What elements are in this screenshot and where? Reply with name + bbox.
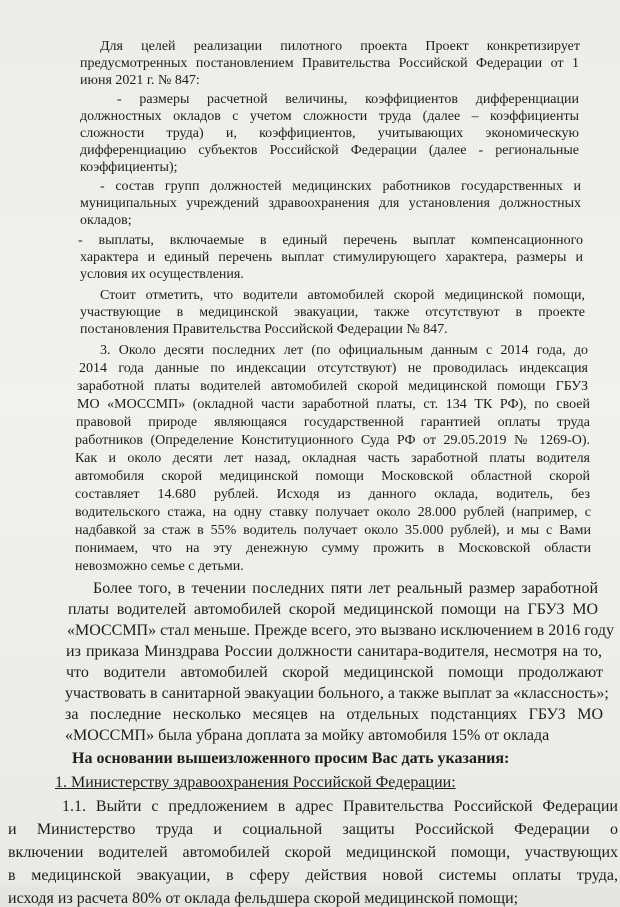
bullet-2-line: - состав групп должностей медицинских работников государственных и xyxy=(100,179,581,194)
bullet-1-line: должностных окладов с учетом сложности труда (далее – коэффициенты xyxy=(80,109,579,124)
paragraph-1-line: июня 2021 г. № 847: xyxy=(80,73,200,88)
bullet-3-line: условия их осуществления. xyxy=(80,267,244,282)
item-1-1-line: и Министерство труда и социальной защиты Российской Федерации о xyxy=(8,821,618,838)
paragraph-1-line: предусмотренных постановлением Правительства Российской Федерации от 1 xyxy=(80,56,579,71)
paragraph-3-line: 2014 года данные по индексации отсутствуют) не проводилась индексация xyxy=(79,361,588,376)
paragraph-3-line: Как и около десяти лет назад, окладная часть заработной платы водителя xyxy=(75,451,590,466)
paragraph-3-line: понимаем, что на эту денежную сумму прожить в Московской области xyxy=(75,541,591,556)
paragraph-3-line: автомобиля скорой медицинской помощи Московской областной скорой xyxy=(75,469,590,484)
paragraph-3-line: водительского стажа, на одну ставку получает около 28.000 рублей (например, с xyxy=(75,505,591,520)
paragraph-1-line: Для целей реализации пилотного проекта Проект конкретизирует xyxy=(100,39,580,54)
paragraph-3-line: надбавкой за стаж в 55% водитель получает около 35.000 рублей), и мы с Вами xyxy=(75,523,591,538)
section-1-heading: 1. Министерству здравоохранения Российской Федерации: xyxy=(55,774,456,791)
bullet-3-line: характера и единый перечень выплат стимулирующего характера, размеры и xyxy=(80,250,583,265)
paragraph-4-line: что водители автомобилей скорой медицинской помощи продолжают xyxy=(66,664,603,681)
paragraph-3-line: 3. Около десяти последних лет (по официальным данным с 2014 года, до xyxy=(100,343,588,358)
bullet-1-line: коэффициенты); xyxy=(80,160,178,175)
paragraph-4-line: за последние несколько месяцев на отдельных подстанциях ГБУЗ МО xyxy=(65,706,603,723)
bullet-1-line: дифференциацию субъектов Российской Федерации (далее - региональные xyxy=(80,143,579,158)
paragraph-4-line: платы водителей автомобилей скорой медицинской помощи на ГБУЗ МО xyxy=(68,601,598,618)
bullet-2-line: муниципальных учреждений здравоохранения для установления должностных xyxy=(80,196,581,211)
request-heading: На основании вышеизложенного просим Вас дать указания: xyxy=(72,750,510,767)
item-1-1-line: в медицинской эвакуации, в сферу действия новой системы оплаты труда, xyxy=(8,867,618,884)
paragraph-2-line: Стоит отметить, что водители автомобилей скорой медицинской помощи, xyxy=(100,288,585,303)
item-1-1-line: включении водителей автомобилей скорой медицинской помощи, участвующих xyxy=(8,844,618,861)
paragraph-4-line: «МОССМП» была убрана доплата за мойку автомобиля 15% от оклада xyxy=(65,727,550,744)
paragraph-2-line: участвующие в медицинской эвакуации, также отсутствуют в проекте xyxy=(80,305,585,320)
paragraph-3-line: заработной платы водителей автомобилей скорой медицинской помощи ГБУЗ xyxy=(77,379,588,394)
bullet-2-line: окладов; xyxy=(80,213,132,228)
item-1-1-line: исходя из расчета 80% от оклада фельдшера скорой медицинской помощи; xyxy=(8,890,519,907)
bullet-1-line: - размеры расчетной величины, коэффициентов дифференциации xyxy=(117,92,579,107)
paragraph-3-line: МО «МОССМП» (окладной части заработной платы, ст. 134 ТК РФ), по своей xyxy=(77,397,590,412)
paragraph-4-line: «МОССМП» стал меньше. Прежде всего, это вызвано исключением в 2016 году xyxy=(67,622,615,639)
paragraph-4-line: участвовать в санитарной эвакуации больного, а также выплат за «классность»; xyxy=(65,685,609,702)
paragraph-4-line: Более того, в течении последних пяти лет реальный размер заработной xyxy=(93,580,598,597)
paragraph-3-line: невозможно семье с детьми. xyxy=(75,559,244,574)
paragraph-3-line: работников (Определение Конституционного Суда РФ от 29.05.2019 № 1269-О). xyxy=(75,433,590,448)
bullet-1-line: сложности труда) и, коэффициентов, учитывающих экономическую xyxy=(80,126,579,141)
item-1-1-line: 1.1. Выйти с предложением в адрес Правительства Российской Федерации xyxy=(62,798,618,815)
bullet-3-line: - выплаты, включаемые в единый перечень выплат компенсационного xyxy=(78,233,583,248)
paragraph-3-line: составляет 14.680 рублей. Исходя из данного оклада, водитель, без xyxy=(75,487,590,502)
paragraph-3-line: правовой природе являющаяся государственной гарантией оплаты труда xyxy=(76,415,590,430)
paragraph-4-line: из приказа Минздрава России должности санитара-водителя, несмотря на то, xyxy=(66,643,602,660)
paragraph-2-line: постановления Правительства Российской Федерации № 847. xyxy=(80,322,448,337)
